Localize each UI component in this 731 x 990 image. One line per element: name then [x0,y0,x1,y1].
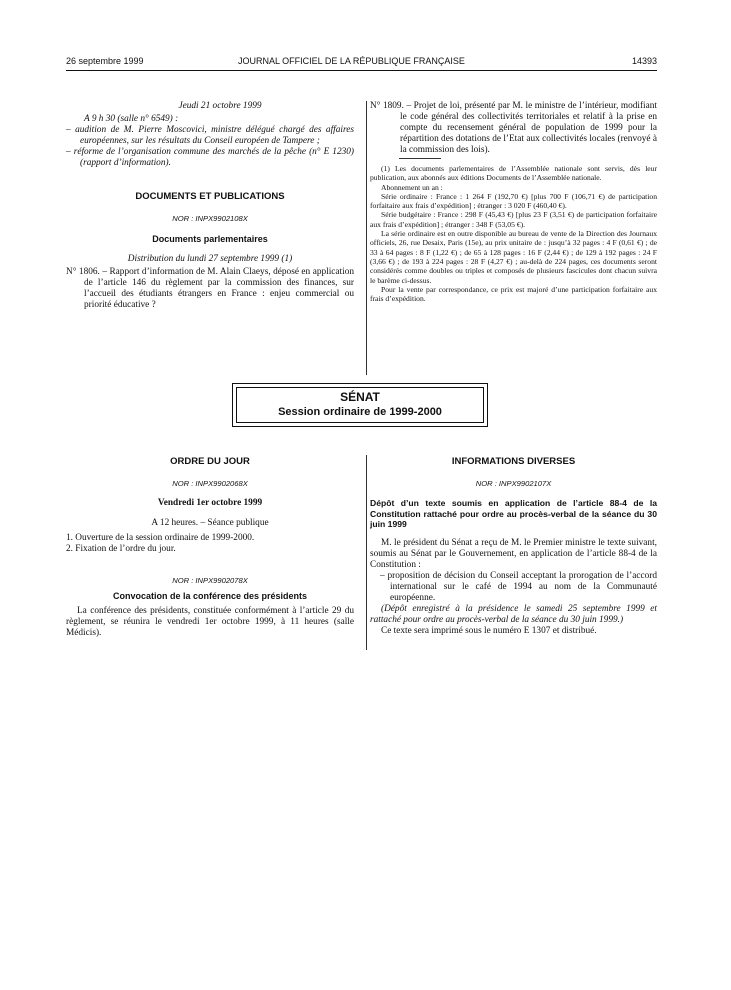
senat-subtitle: Session ordinaire de 1999-2000 [278,406,442,418]
agenda-item: – réforme de l’organisation commune des marchés de la pêche (n° E 1230) (rapport d’information). [66,147,354,168]
subsection-heading: Dépôt d’un texte soumis en application de l’article 88-4 de la Constitution rattaché pour ordre au procès-verbal de la séance du 30 juin 1999 [370,498,657,529]
page-header [66,56,657,70]
agenda-item: 2. Fixation de l’ordre du jour. [66,544,176,554]
mail-note: Pour la vente par correspondance, ce prix est majoré d’une participation forfaitaire aux frais d’expédition. [370,284,657,304]
header-journal-title: JOURNAL OFFICIEL DE LA RÉPUBLIQUE FRANÇAISE [238,56,465,66]
section-heading-informations: INFORMATIONS DIVERSES [451,456,576,467]
footnote-block [370,164,657,303]
right-top-column [370,101,657,156]
info-italic-note: (Dépôt enregistré à la présidence le samedi 25 septembre 1999 et rattaché pour ordre au procès-verbal de la séance du 30 juin 1999.) [370,603,657,625]
nor-code: NOR : INPX9902078X [172,576,248,585]
column-divider-top [366,101,367,375]
nor-code: NOR : INPX9902068X [172,479,248,488]
document-text: – Rapport d’information de M. Alain Claeys, déposé en application de l’article 146 du règlement par la commission des finances, sur l’accueil des étudiants étrangers en France : enjeu commercial ou priorité éducative ? [84,267,354,310]
column-divider-bottom [366,455,367,650]
time-line: A 12 heures. – Séance publique [151,518,269,528]
agenda-item: 1. Ouverture de la session ordinaire de 1999-2000. [66,533,255,543]
senat-banner [232,383,488,427]
header-rule [66,70,657,71]
section-heading-documents: DOCUMENTS ET PUBLICATIONS [135,191,285,202]
info-paragraph: M. le président du Sénat a reçu de M. le Premier ministre le texte suivant, soumis au Sénat par le Gouvernement, en application de l’article 88-4 de la Constitution : [370,537,657,570]
nor-code: NOR : INPX9902107X [475,479,552,488]
subscription-label: Abonnement un an : [381,182,443,192]
document-number: N° 1806. [66,267,100,277]
senat-title: SÉNAT [340,390,380,404]
left-bottom-column [66,456,354,639]
info-final: Ce texte sera imprimé sous le numéro E 1307 et distribué. [381,625,597,636]
distribution-line: Distribution du lundi 27 septembre 1999 (1) [127,254,293,264]
header-date: 26 septembre 1999 [66,56,144,66]
convocation-paragraph: La conférence des présidents, constituée conformément à l’article 29 du règlement, se réunira le vendredi 1er octobre 1999, à 11 heures (salle Médicis). [66,606,354,638]
right-bottom-column [370,456,657,637]
document-entry [370,101,657,156]
section-heading-ordre-du-jour: ORDRE DU JOUR [170,456,250,467]
time-line: A 9 h 30 (salle n° 6549) : [84,114,179,124]
serie-ordinaire: Série ordinaire : France : 1 264 F (192,70 €) [plus 700 F (106,71 €) de participation forfaitaire aux frais d’expédition] ; étranger : 3 020 F (460,40 €). [370,191,657,211]
footnote-intro: (1) Les documents parlementaires de l’Assemblée nationale sont servis, dès leur publication, aux abonnés aux éditions Documents de l’Assemblée nationale. [370,164,657,183]
header-page-number: 14393 [631,56,657,66]
nor-code: NOR : INPX9902108X [172,214,248,223]
footnote-rule [399,158,441,159]
document-text: – Projet de loi, présenté par M. le ministre de l’intérieur, modifiant le code général des collectivités territoriales et relatif à la prise en compte du recensement général de population de 1999 pour la répartition des dotations de l’Etat aux collectivités locales (renvoyé à la commission des lois). [400,101,657,155]
document-number: N° 1809. [370,101,404,111]
senat-banner-inner [236,387,484,423]
serie-note: La série ordinaire est en outre disponible au bureau de vente de la Direction des Journaux officiels, 26, rue Desaix, Paris (15e), au prix unitaire de : jusqu’à 32 pages : 4 F (0,61 €) ; de 33 à 64 pages : 8 F (1,22 €) ; de 65 à 128 pages : 16 F (2,44 €) ; de 129 à 192 pages : 24 F (3,66 €) ; de 193 à 224 pages : 28 F (4,27 €) ; au-delà de 224 pages, ces documents seront considérés comme doubles ou triples et composés de plusieurs fascicules dont chacun suivra le barème ci-dessus. [370,229,657,285]
subsection-heading: Documents parlementaires [152,234,268,244]
info-item: – proposition de décision du Conseil acceptant la prorogation de l’accord international sur le café de 1994 au nom de la Communauté européenne. [380,570,657,603]
agenda-item: – audition de M. Pierre Moscovici, ministre délégué chargé des affaires européennes, sur les résultats du Conseil européen de Tampere ; [66,125,354,146]
document-entry [66,267,354,311]
day-heading: Jeudi 21 octobre 1999 [178,101,262,111]
day-heading: Vendredi 1er octobre 1999 [157,498,263,508]
serie-budgetaire: Série budgétaire : France : 298 F (45,43 €) [plus 23 F (3,51 €) de participation forfaitaire aux frais d’expédition] ; étranger : 348 F (53,05 €). [370,210,657,229]
subsection-heading: Convocation de la conférence des présidents [112,591,308,601]
left-top-column [66,101,354,311]
